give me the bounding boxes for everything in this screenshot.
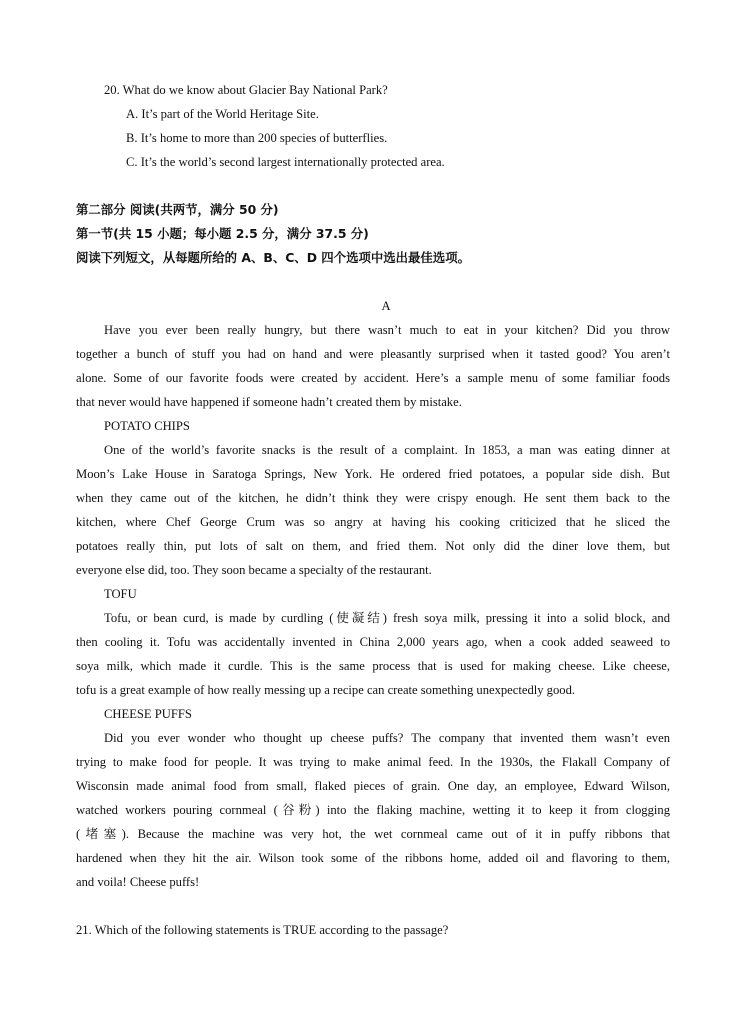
cheese-line-6: hardened when they hit the air. Wilson took some of the ribbons home, added oil and flavoring to them, [76,851,670,865]
potato-chips-heading: POTATO CHIPS [104,419,190,433]
intro-line-4: that never would have happened if someone hadn’t created them by mistake. [76,395,462,409]
tofu-line-2: then cooling it. Tofu was accidentally invented in China 2,000 years ago, when a cook added seaweed to [76,635,670,649]
cheese-puffs-heading: CHEESE PUFFS [104,707,192,721]
potato-line-5: potatoes really thin, put lots of salt on them, and fried them. Not only did the diner love them, but [76,539,670,553]
cheese-line-1: Did you ever wonder who thought up cheese puffs? The company that invented them wasn’t even [104,731,670,745]
potato-line-2: Moon’s Lake House in Saratoga Springs, New York. He ordered fried potatoes, a popular side dish. But [76,467,670,481]
cheese-line-3: Wisconsin made animal food from small, flaked pieces of grain. One day, an employee, Edward Wilson, [76,779,670,793]
part-title: 第二部分 阅读(共两节，满分 50 分) [76,202,279,217]
question-20-option-a: A. It’s part of the World Heritage Site. [126,107,319,121]
intro-line-1: Have you ever been really hungry, but there wasn’t much to eat in your kitchen? Did you throw [104,323,670,337]
passage-label: A [381,299,391,313]
tofu-heading: TOFU [104,587,137,601]
subsection-title: 第一节(共 15 小题；每小题 2.5 分，满分 37.5 分) [76,226,369,241]
potato-line-1: One of the world’s favorite snacks is the result of a complaint. In 1853, a man was eating dinner at [104,443,670,457]
potato-line-6: everyone else did, too. They soon became a specialty of the restaurant. [76,563,432,577]
cheese-line-5: (堵塞). Because the machine was very hot, the wet cornmeal came out of it in puffy ribbons that [76,827,670,841]
question-21-stem: 21. Which of the following statements is TRUE according to the passage? [76,923,449,937]
tofu-line-4: tofu is a great example of how really messing up a recipe can create something unexpectedly good. [76,683,576,697]
tofu-line-1: Tofu, or bean curd, is made by curdling (使凝结) fresh soya milk, pressing it into a solid block, and [104,611,670,625]
question-20-option-b: B. It’s home to more than 200 species of butterflies. [126,131,388,145]
cheese-line-2: trying to make food for people. It was trying to make animal feed. In the 1930s, the Flakall Company of [76,755,670,769]
cheese-line-4: watched workers pouring cornmeal (谷粉) into the flaking machine, wetting it to keep it from clogging [76,803,670,817]
cheese-line-7: and voila! Cheese puffs! [76,875,200,889]
intro-line-3: alone. Some of our favorite foods were created by accident. Here’s a sample menu of some familiar foods [76,371,670,385]
tofu-line-3: soya milk, which made it curdle. This is the same process that is used for making cheese. Like cheese, [76,659,670,673]
intro-line-2: together a bunch of stuff you had on hand and were pleasantly surprised when it tasted good? You aren’t [76,347,670,361]
question-20-stem: 20. What do we know about Glacier Bay National Park? [104,83,388,97]
question-20-option-c: C. It’s the world’s second largest internationally protected area. [126,155,445,169]
section-instruction: 阅读下列短文，从每题所给的 A、B、C、D 四个选项中选出最佳选项。 [76,250,470,265]
potato-line-4: kitchen, where Chef George Crum was so angry at having his cooking criticized that he sliced the [76,515,670,529]
potato-line-3: when they came out of the kitchen, he didn’t think they were crispy enough. He sent them back to the [76,491,670,505]
